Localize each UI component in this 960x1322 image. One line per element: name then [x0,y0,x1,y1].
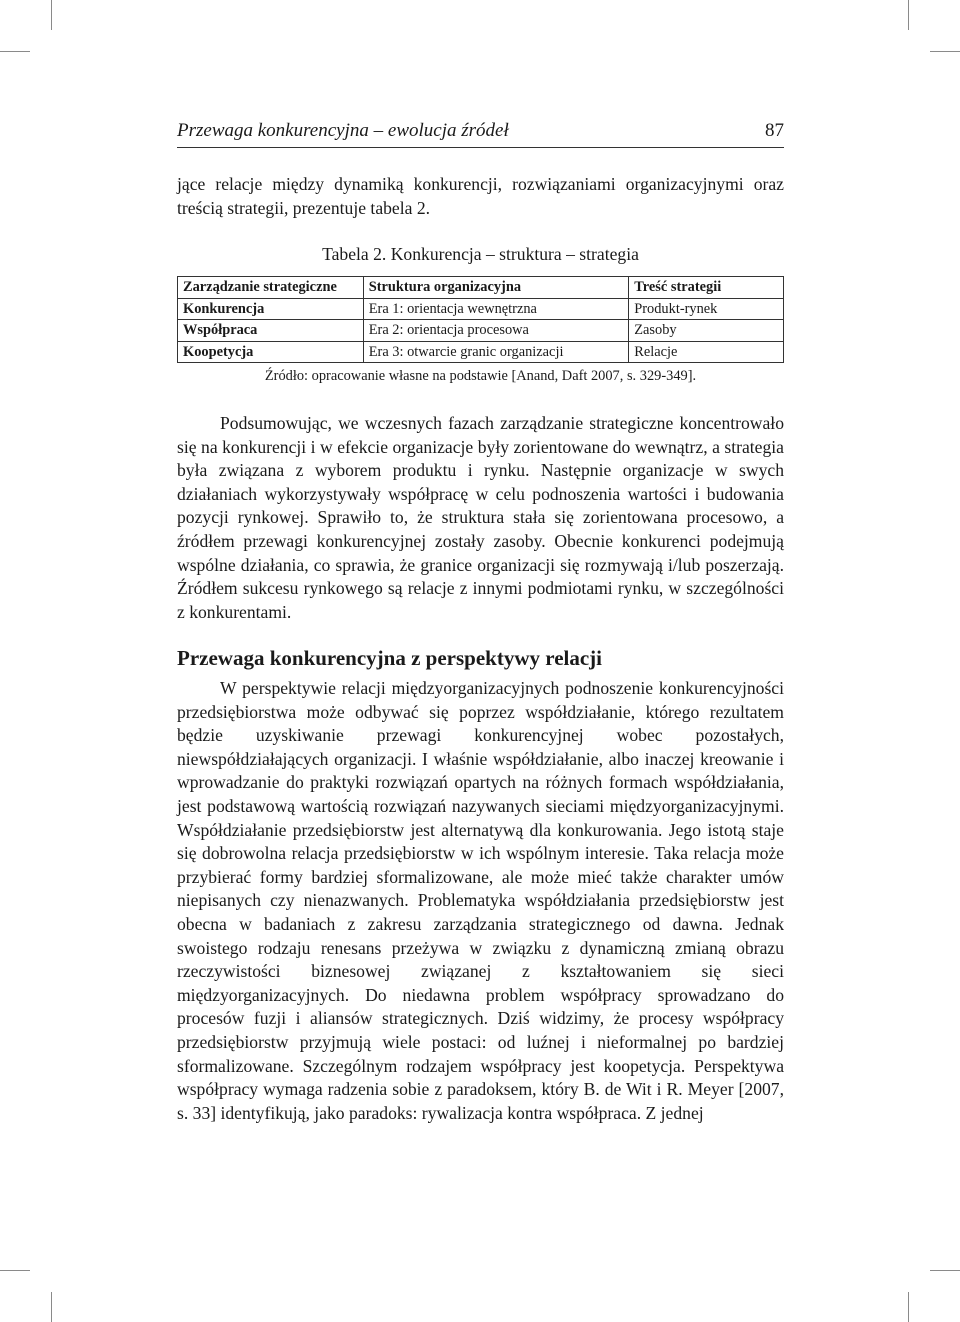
summary-paragraph: Podsumowując, we wczesnych fazach zarządzanie strategiczne koncentrowało się na konkurencji i w efekcie organizacje były zorientowane do wewnątrz, a strategia była związana z wyborem produktu i rynku. Następnie organizacje w swych działaniach wykorzystywały współpracę w celu podnoszenia wartości i budowania pozycji rynkowej. Sprawiło to, że struktura stała się zorientowana procesowo, a źródłem przewagi konkurencyjnej zostały zasoby. Obecnie konkurenci podejmują wspólne działania, co sprawia, że granice organizacji się rozmywają i/lub poszerzają. Źródłem sukcesu rynkowego są relacje z innymi podmiotami rynku, w szczególności z konkurentami. [177,413,784,622]
crop-mark-bottom-left-v [51,1292,52,1322]
crop-mark-top-right-v [908,0,909,30]
table-header-cell: Zarządzanie strategiczne [178,277,364,299]
section-paragraph: W perspektywie relacji międzyorganizacyjnych podnoszenie konkurencyjności przedsiębiorstwa może odbywać się poprzez współdziałanie, którego rezultatem będzie uzyskiwanie przewagi konkurencyjnej wobec pozostałych, niewspółdziałających organizacji. I właśnie współdziałanie, albo inaczej kreowanie i wprowadzanie do praktyki rozwiązań opartych na różnych formach współdziałania, jest podstawową wartością rozwiązań nazywanych sieciami międzyorganizacyjnymi. Współdziałanie przedsiębiorstw jest alternatywą dla konkurowania. Jego istotą staje się dobrowolna relacja przedsiębiorstw w ich wspólnym interesie. Taka relacja może przybierać formy bardziej sformalizowane, ale może mieć także charakter umów niepisanych czy nienazwanych. Problematyka współdziałania przedsiębiorstw jest obecna w badaniach z zakresu zarządzania strategicznego od dawna. Jednak swoistego rodzaju renesans przeżywa w związku z dynamiczną zmianą obrazu rzeczywistości biznesowej związanej z kształtowaniem się sieci międzyorganizacyjnych. Do niedawna problem współpracy sprowadzano do procesów fuzji i aliansów strategicznych. Dziś widzimy, że procesy współpracy przedsiębiorstw przyjmują wiele postaci: od luźnej i nieformalnej po bardziej sformalizowane. Szczególnym rodzajem współpracy jest koopetycja. Perspektywa współpracy wymaga radzenia sobie z paradoksem, który B. de Wit i R. Meyer [2007, s. 33] identyfikują, jako paradoks: rywalizacja kontra współpraca. Z jednej [177,678,784,1123]
table-cell: Era 3: otwarcie granic organizacji [363,341,629,363]
table-row [178,298,784,320]
section-heading: Przewaga konkurencyjna z perspektywy relacji [177,646,603,670]
running-title: Przewaga konkurencyjna – ewolucja źródeł [177,120,509,141]
crop-mark-top-right-h [930,51,960,52]
table-caption-text: Konkurencja – struktura – strategia [390,244,639,264]
table-cell: Zasoby [629,320,784,342]
table-cell: Era 2: orientacja procesowa [363,320,629,342]
intro-paragraph: jące relacje między dynamiką konkurencji, rozwiązaniami organizacyjnymi oraz treścią strategii, prezentuje tabela 2. [177,174,784,218]
table-cell: Relacje [629,341,784,363]
table-header-cell: Struktura organizacyjna [363,277,629,299]
running-header [177,118,784,148]
crop-mark-bottom-left-h [0,1270,30,1271]
crop-mark-bottom-right-h [930,1270,960,1271]
table-cell: Współpraca [178,320,364,342]
crop-mark-top-left-v [51,0,52,30]
crop-mark-top-left-h [0,51,30,52]
table-source-note: Źródło: opracowanie własne na podstawie [Anand, Daft 2007, s. 329-349]. [264,368,697,384]
table-row [178,341,784,363]
table-cell: Era 1: orientacja wewnętrzna [363,298,629,320]
table-row [178,320,784,342]
comparison-table [177,276,784,363]
page-number: 87 [765,120,784,141]
crop-mark-bottom-right-v [908,1292,909,1322]
table-cell: Produkt-rynek [629,298,784,320]
table-cell: Konkurencja [178,298,364,320]
table-header-cell: Treść strategii [629,277,784,299]
table-caption-label: Tabela 2. [322,244,387,264]
table-caption [177,244,784,265]
table-header-row [178,277,784,299]
table-cell: Koopetycja [178,341,364,363]
